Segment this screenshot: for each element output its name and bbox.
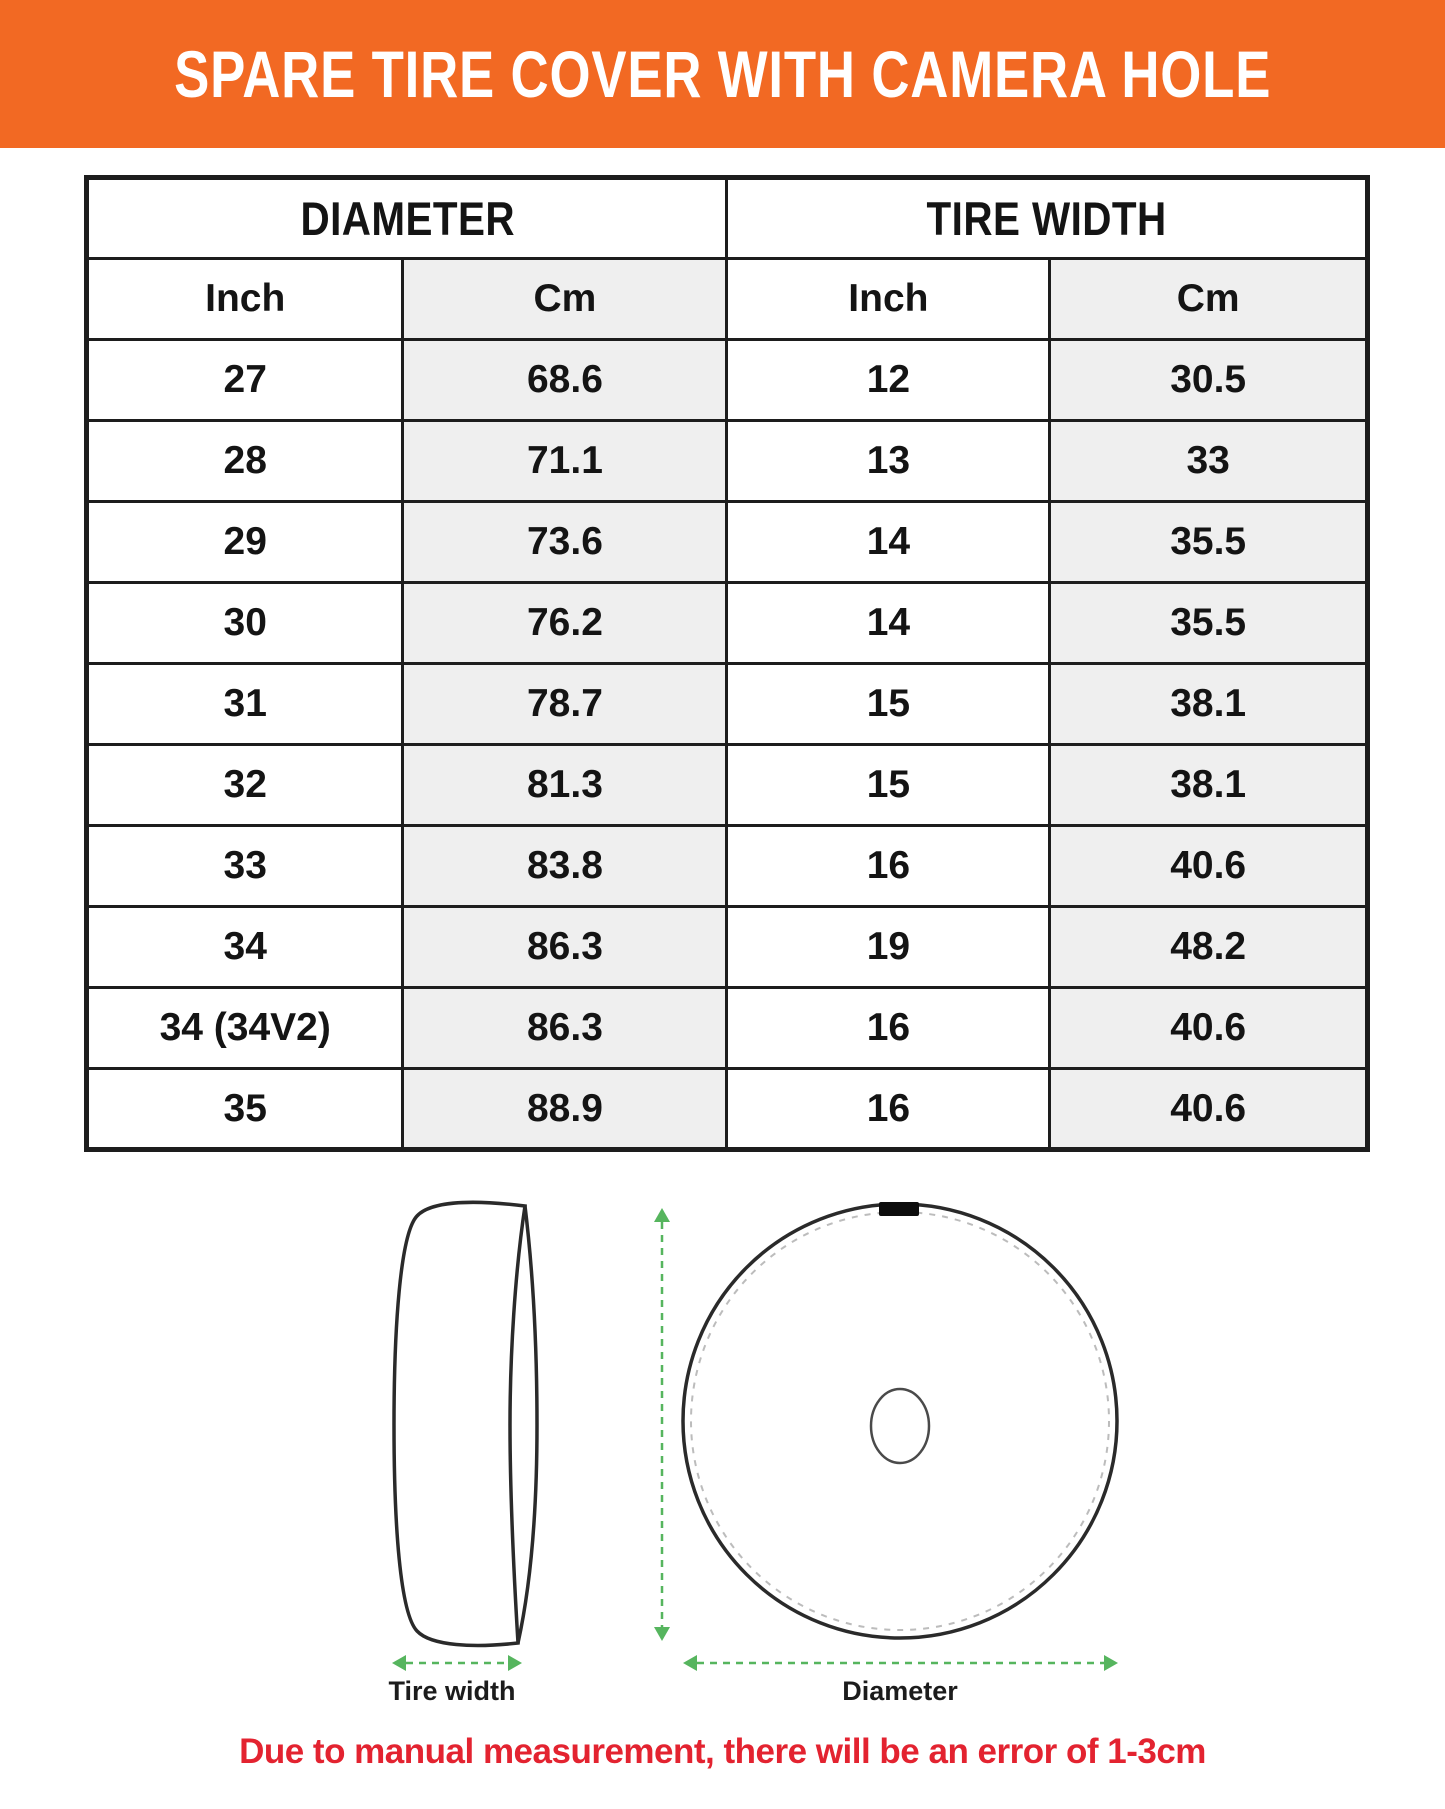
cell-width-inch: 14 xyxy=(727,502,1050,583)
camera-hole xyxy=(871,1389,929,1463)
tire-width-arrow xyxy=(392,1655,522,1671)
table-row xyxy=(87,340,1368,421)
size-chart-table xyxy=(84,175,1370,1152)
diameter-vertical-arrow xyxy=(654,1208,670,1641)
cell-diameter-inch: 30 xyxy=(87,583,403,664)
cell-diameter-cm: 71.1 xyxy=(403,421,727,502)
top-notch xyxy=(879,1202,919,1216)
disclaimer-text: Due to manual measurement, there will be an error of 1-3cm xyxy=(239,1732,1206,1771)
cell-diameter-inch: 34 (34V2) xyxy=(87,988,403,1069)
cell-diameter-inch: 28 xyxy=(87,421,403,502)
cell-diameter-cm: 68.6 xyxy=(403,340,727,421)
diameter-group-header-label: DIAMETER xyxy=(299,192,515,245)
cell-diameter-inch: 29 xyxy=(87,502,403,583)
tire-width-label: Tire width xyxy=(388,1676,516,1706)
table-row xyxy=(87,988,1368,1069)
tire-diagram-drawing xyxy=(0,1185,1445,1715)
diameter-horizontal-arrow xyxy=(683,1655,1118,1671)
column-header-diameter-cm: Cm xyxy=(403,259,727,340)
column-header-width-inch: Inch xyxy=(727,259,1050,340)
cell-diameter-cm: 81.3 xyxy=(403,745,727,826)
cell-diameter-cm: 78.7 xyxy=(403,664,727,745)
column-header-width-cm: Cm xyxy=(1050,259,1368,340)
tire-width-group-header xyxy=(727,178,1368,259)
cell-width-cm: 35.5 xyxy=(1050,583,1368,664)
diameter-group-header xyxy=(87,178,727,259)
cell-width-cm: 40.6 xyxy=(1050,826,1368,907)
tire-diagram xyxy=(0,1185,1445,1715)
cell-width-inch: 14 xyxy=(727,583,1050,664)
cell-diameter-cm: 73.6 xyxy=(403,502,727,583)
cell-width-cm: 40.6 xyxy=(1050,1069,1368,1150)
table-row xyxy=(87,745,1368,826)
cell-diameter-inch: 31 xyxy=(87,664,403,745)
cell-width-inch: 15 xyxy=(727,745,1050,826)
table-row xyxy=(87,421,1368,502)
cell-width-cm: 48.2 xyxy=(1050,907,1368,988)
table-row xyxy=(87,664,1368,745)
cell-diameter-cm: 86.3 xyxy=(403,988,727,1069)
cell-width-cm: 30.5 xyxy=(1050,340,1368,421)
cell-width-inch: 19 xyxy=(727,907,1050,988)
cell-diameter-cm: 88.9 xyxy=(403,1069,727,1150)
header-banner xyxy=(0,0,1445,148)
column-header-row xyxy=(87,259,1368,340)
tire-width-group-header-label: TIRE WIDTH xyxy=(926,192,1167,245)
cell-width-inch: 16 xyxy=(727,826,1050,907)
tire-front-view xyxy=(683,1202,1117,1638)
table-row xyxy=(87,583,1368,664)
table-row xyxy=(87,907,1368,988)
cell-diameter-inch: 32 xyxy=(87,745,403,826)
cell-diameter-cm: 86.3 xyxy=(403,907,727,988)
cell-width-inch: 13 xyxy=(727,421,1050,502)
table-row xyxy=(87,1069,1368,1150)
cell-diameter-inch: 27 xyxy=(87,340,403,421)
page-title: SPARE TIRE COVER WITH CAMERA HOLE xyxy=(173,37,1272,111)
diameter-label: Diameter xyxy=(842,1676,958,1706)
table-row xyxy=(87,502,1368,583)
cell-diameter-inch: 33 xyxy=(87,826,403,907)
cell-width-inch: 16 xyxy=(727,1069,1050,1150)
cell-width-inch: 12 xyxy=(727,340,1050,421)
cell-width-inch: 16 xyxy=(727,988,1050,1069)
cell-diameter-inch: 34 xyxy=(87,907,403,988)
cell-diameter-cm: 76.2 xyxy=(403,583,727,664)
cell-width-cm: 35.5 xyxy=(1050,502,1368,583)
cell-width-cm: 40.6 xyxy=(1050,988,1368,1069)
cell-width-cm: 38.1 xyxy=(1050,745,1368,826)
table-row xyxy=(87,826,1368,907)
cell-diameter-cm: 83.8 xyxy=(403,826,727,907)
cell-width-cm: 38.1 xyxy=(1050,664,1368,745)
cell-width-cm: 33 xyxy=(1050,421,1368,502)
tire-side-view xyxy=(394,1202,537,1645)
group-header-row xyxy=(87,178,1368,259)
cell-diameter-inch: 35 xyxy=(87,1069,403,1150)
column-header-diameter-inch: Inch xyxy=(87,259,403,340)
cell-width-inch: 15 xyxy=(727,664,1050,745)
